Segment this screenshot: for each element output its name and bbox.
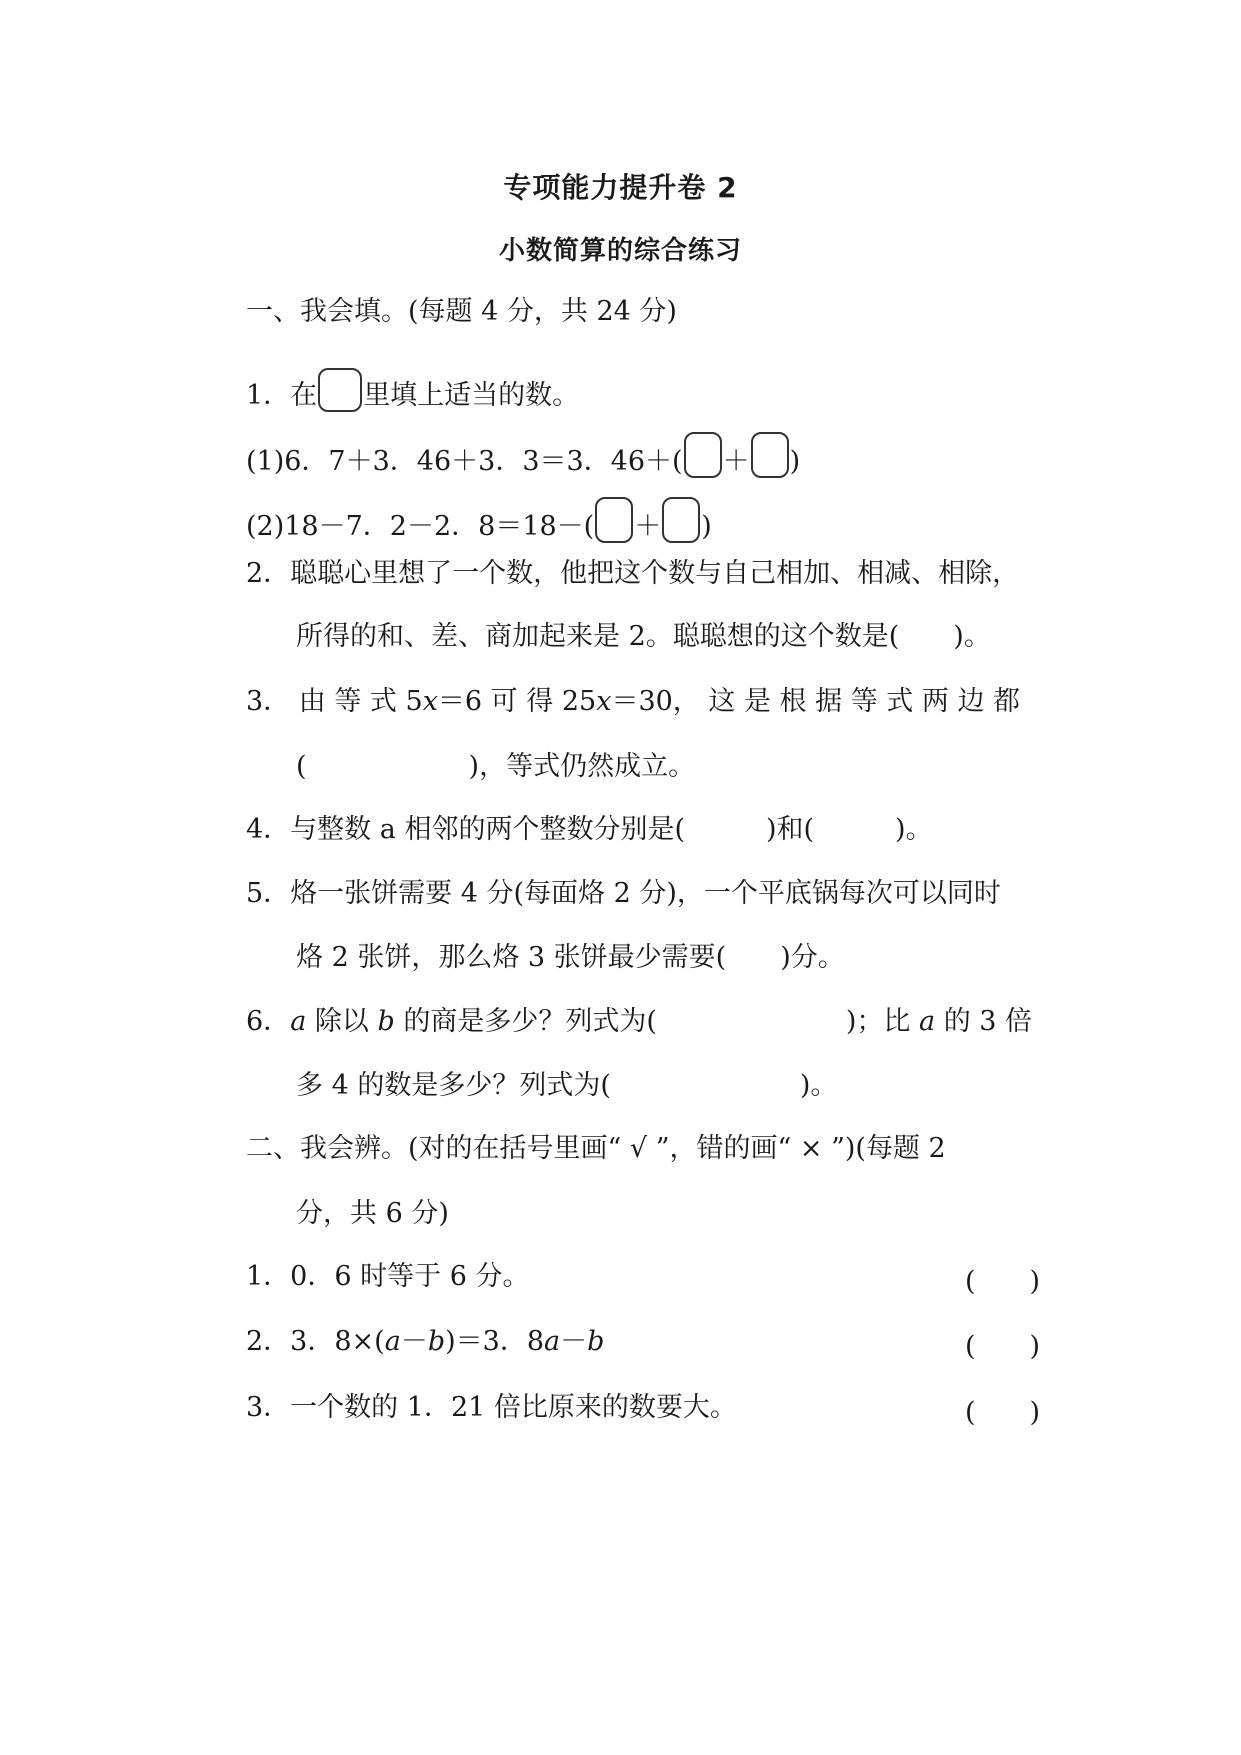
q6-text: 的商是多少？列式为( )；比 <box>394 1006 919 1037</box>
q3-text-c: ＝30， 这 是 根 据 等 式 两 边 都 <box>611 686 1021 717</box>
q6-var-a: a <box>919 1006 936 1037</box>
q6-line2: 多 4 的数是多少？列式为( )。 <box>296 1070 838 1101</box>
page-title: 专项能力提升卷 2 <box>503 171 738 204</box>
item2-text: )＝3．8 <box>445 1326 544 1357</box>
item2-var-b: b <box>427 1326 446 1357</box>
item2-var-a: a <box>384 1326 401 1357</box>
answer-box[interactable] <box>684 432 722 478</box>
page-subtitle: 小数简算的综合练习 <box>498 236 742 266</box>
item2-text: － <box>560 1326 588 1357</box>
item2-var-b: b <box>587 1326 605 1357</box>
q1-p2-prefix: (2)18－7．2－2．8＝18－( <box>246 511 595 542</box>
item2-text: 2．3．8×( <box>246 1326 385 1357</box>
q2-line1: 2．聪聪心里想了一个数，他把这个数与自己相加、相减、相除， <box>246 558 1020 589</box>
answer-box[interactable] <box>751 432 789 478</box>
q1-part2 <box>246 497 712 545</box>
q1-after-box: 里填上适当的数。 <box>363 380 580 411</box>
q5-line2: 烙 2 张饼，那么烙 3 张饼最少需要( )分。 <box>296 942 845 973</box>
q4: 4．与整数 a 相邻的两个整数分别是( )和( )。 <box>246 814 933 845</box>
judge-item-2 <box>246 1324 604 1360</box>
q1-p1-prefix: (1)6．7＋3．46＋3．3＝3．46＋( <box>246 446 683 477</box>
q1-instruction <box>246 368 579 414</box>
answer-paren[interactable]: ( ) <box>965 1331 1041 1362</box>
q6-number: 6． <box>246 1006 291 1037</box>
item2-text: － <box>400 1326 428 1357</box>
q1-p1-plus: ＋ <box>722 446 750 477</box>
q1-part1 <box>246 432 800 480</box>
q3-line2: ( )，等式仍然成立。 <box>296 751 696 782</box>
judge-item-3: 3．一个数的 1．21 倍比原来的数要大。 <box>246 1392 737 1423</box>
answer-box[interactable] <box>595 497 633 543</box>
answer-paren[interactable]: ( ) <box>965 1266 1041 1297</box>
q3-text-a: 3． 由 等 式 5 <box>246 686 423 717</box>
section2-heading-cont: 分，共 6 分) <box>296 1198 449 1229</box>
q3-var-x: x <box>422 686 438 717</box>
q6-text: 的 3 倍 <box>935 1006 1033 1037</box>
answer-box[interactable] <box>662 497 700 543</box>
q3-text-b: ＝6 可 得 25 <box>437 686 597 717</box>
q6-line1 <box>246 1004 1032 1040</box>
q6-var-b: b <box>377 1006 395 1037</box>
q5-line1: 5．烙一张饼需要 4 分(每面烙 2 分)，一个平底锅每次可以同时 <box>246 878 1001 909</box>
q1-before-box: 1．在 <box>246 380 318 411</box>
judge-item-1: 1．0．6 时等于 6 分。 <box>246 1261 530 1292</box>
q1-p2-plus: ＋ <box>634 511 662 542</box>
q6-var-a: a <box>290 1006 307 1037</box>
section2-heading: 二、我会辨。(对的在括号里画“ √ ”，错的画“ × ”)(每题 2 <box>246 1133 946 1164</box>
answer-paren[interactable]: ( ) <box>965 1397 1041 1428</box>
q1-p1-suffix: ) <box>789 446 801 477</box>
answer-box[interactable] <box>318 368 362 412</box>
q1-p2-suffix: ) <box>701 511 712 542</box>
q2-line2: 所得的和、差、商加起来是 2。聪聪想的这个数是( )。 <box>296 621 991 652</box>
item2-var-a: a <box>544 1326 561 1357</box>
q3-var-x: x <box>596 686 612 717</box>
section1-heading: 一、我会填。(每题 4 分，共 24 分) <box>246 296 677 327</box>
q6-text: 除以 <box>306 1006 378 1037</box>
q3-line1 <box>246 684 1020 720</box>
